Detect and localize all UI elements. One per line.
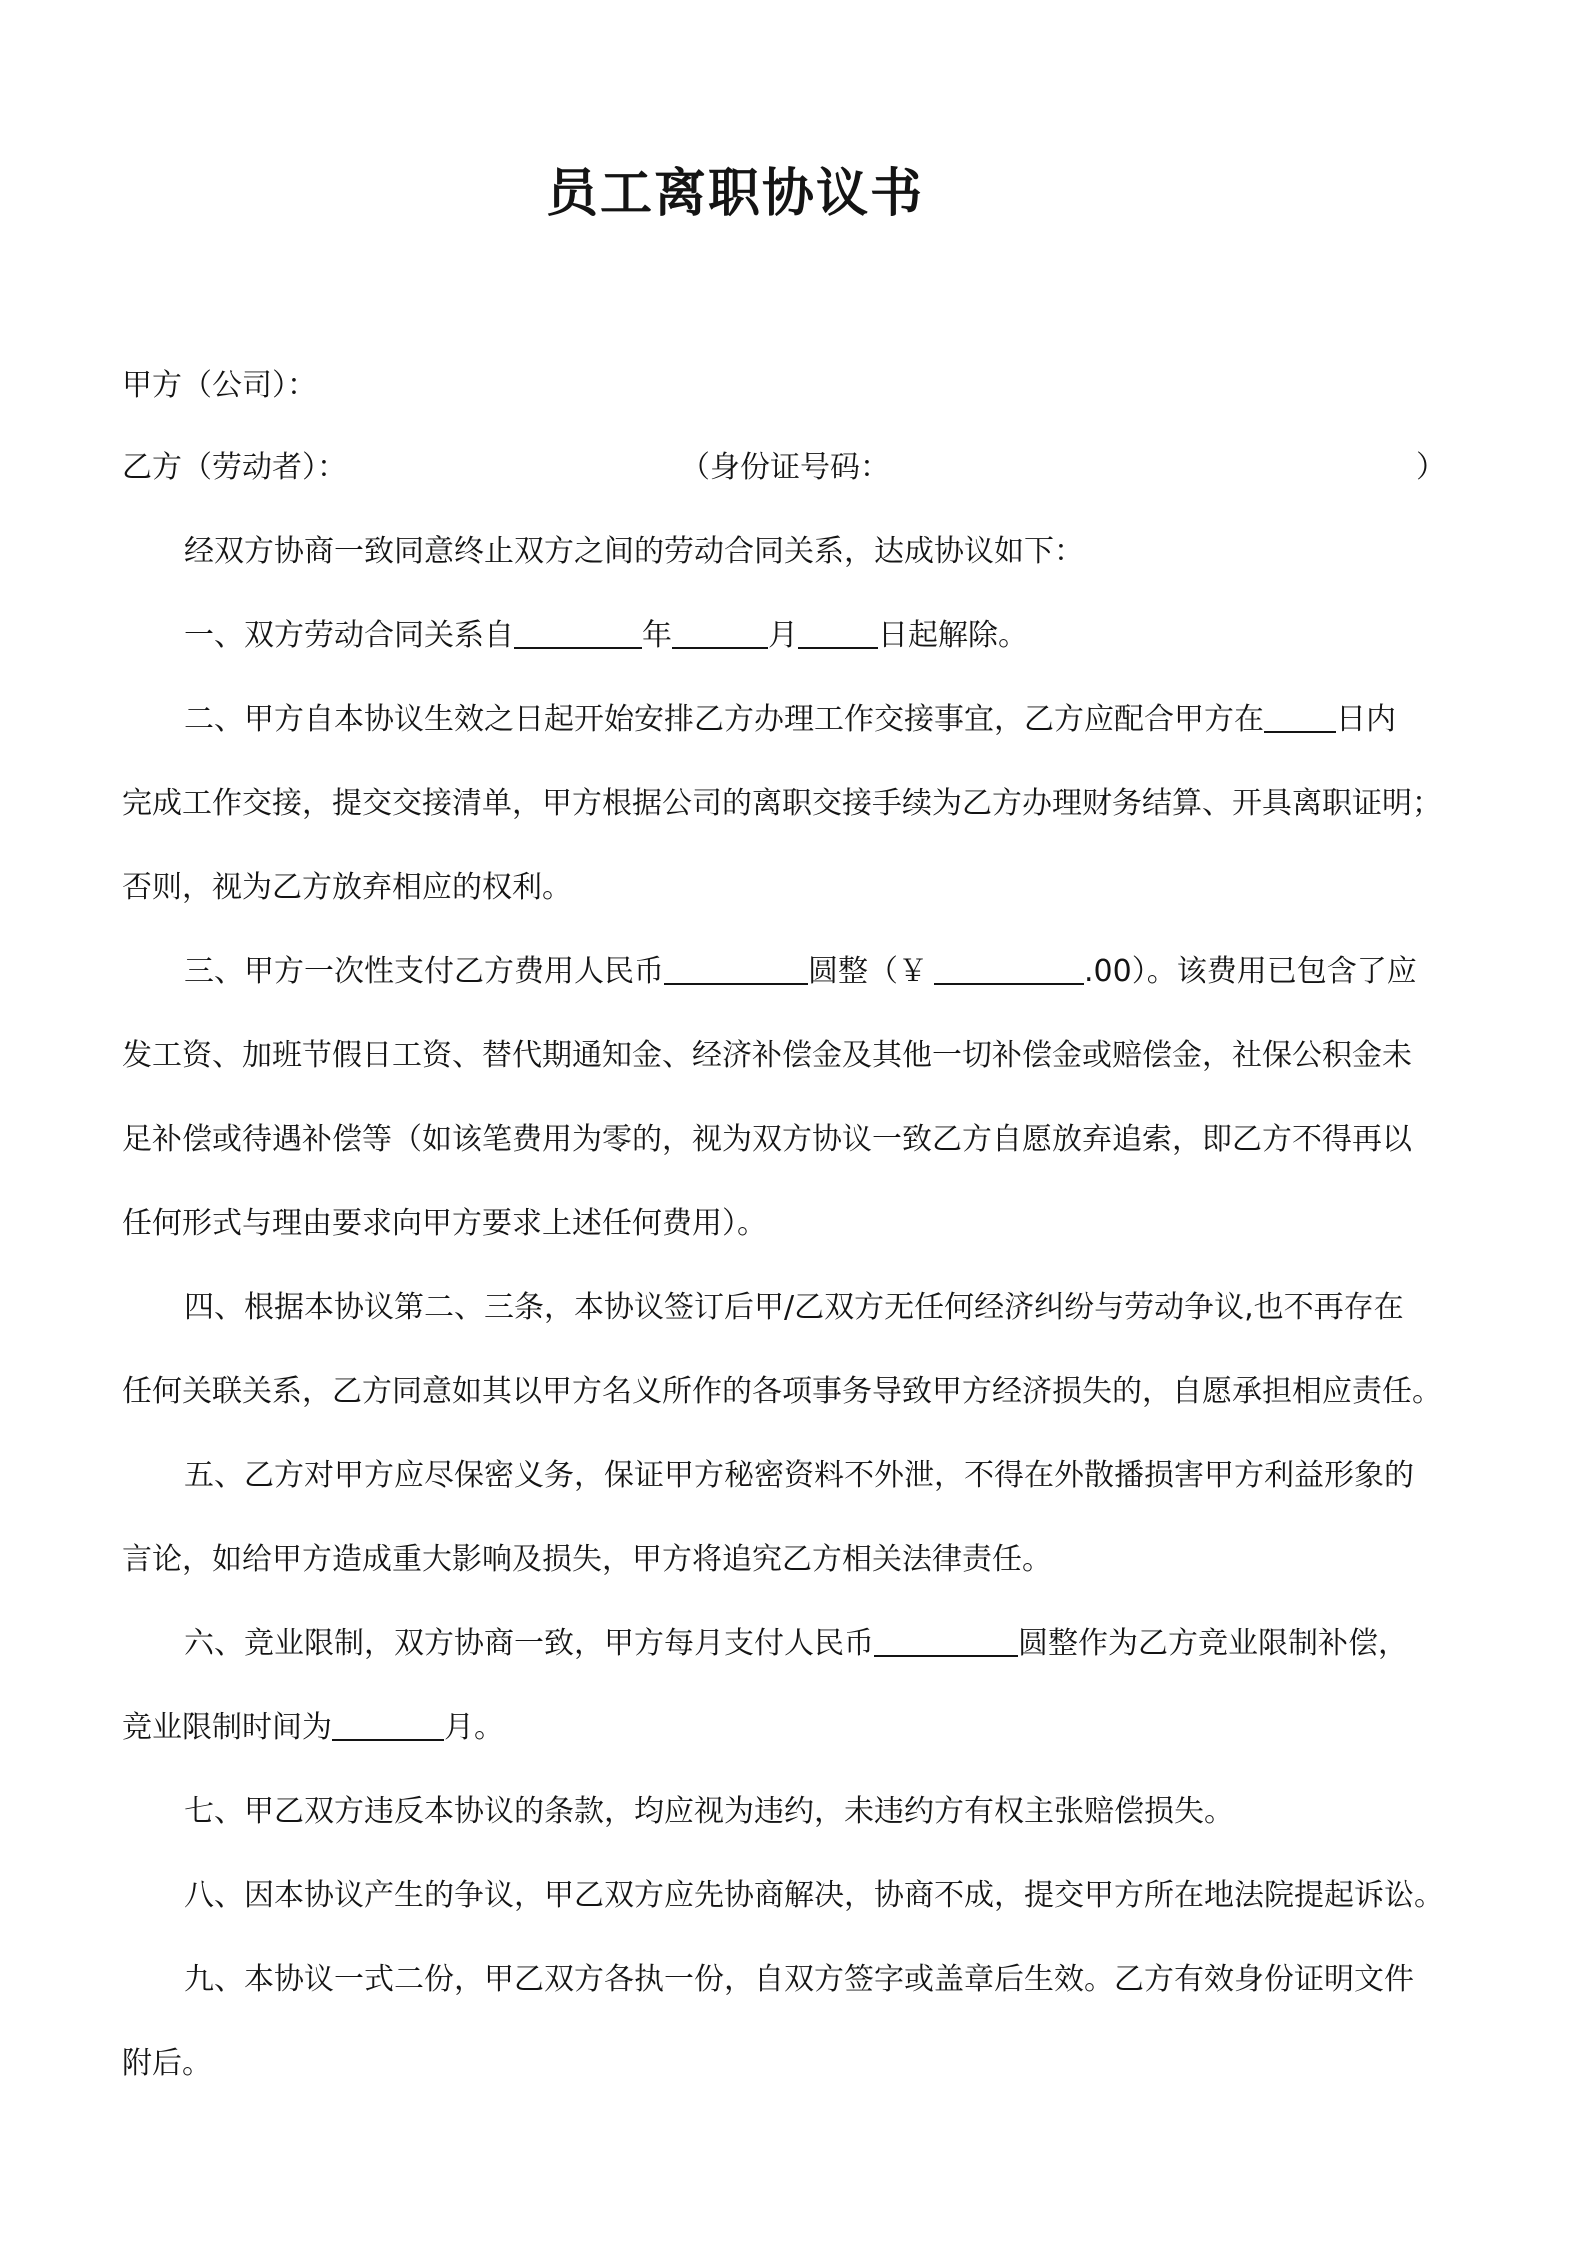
month-label: 月 (768, 618, 798, 653)
clause-1-text: 一、双方劳动合同关系自 (184, 618, 514, 653)
intro-paragraph: 经双方协商一致同意终止双方之间的劳动合同关系，达成协议如下： (184, 534, 1084, 569)
clause-5-line-2: 言论，如给甲方造成重大影响及损失，甲方将追究乙方相关法律责任。 (122, 1542, 1052, 1577)
clause-8: 八、因本协议产生的争议，甲乙双方应先协商解决，协商不成，提交甲方所在地法院提起诉讼。 (184, 1878, 1444, 1913)
clause-3-line-4: 任何形式与理由要求向甲方要求上述任何费用）。 (122, 1206, 767, 1241)
termination-day-blank[interactable] (798, 617, 878, 649)
clause-5-line-1: 五、乙方对甲方应尽保密义务，保证甲方秘密资料不外泄，不得在外散播损害甲方利益形象的 (184, 1458, 1414, 1493)
clause-3-text: 三、甲方一次性支付乙方费用人民币 (184, 954, 664, 989)
party-a-label: 甲方（公司）： (122, 368, 317, 403)
clause-4-line-2: 任何关联关系，乙方同意如其以甲方名义所作的各项事务导致甲方经济损失的，自愿承担相应责任。 (122, 1374, 1442, 1409)
noncompete-suffix: 圆整作为乙方竞业限制补偿， (1018, 1626, 1408, 1661)
party-a-line (122, 366, 1482, 406)
clause-9-line-1: 九、本协议一式二份，甲乙双方各执一份，自双方签字或盖章后生效。乙方有效身份证明文件 (184, 1962, 1414, 1997)
noncompete-amount-blank[interactable] (874, 1625, 1018, 1657)
document-title: 员工离职协议书 (545, 164, 924, 224)
clause-3-line-3: 足补偿或待遇补偿等（如该笔费用为零的，视为双方协议一致乙方自愿放弃追索，即乙方不得再以 (122, 1122, 1412, 1157)
id-number-close: ） (1416, 450, 1446, 485)
termination-year-blank[interactable] (514, 617, 642, 649)
noncompete-months-blank[interactable] (332, 1709, 444, 1741)
clause-2-line-3: 否则，视为乙方放弃相应的权利。 (122, 870, 572, 905)
clause-1 (184, 616, 1482, 656)
clause-2-line-2: 完成工作交接，提交交接清单，甲方根据公司的离职交接手续为乙方办理财务结算、开具离职证明； (122, 786, 1442, 821)
clause-3-line-1 (184, 952, 1482, 992)
clause-2-line-1 (184, 700, 1482, 740)
day-label: 日起解除。 (878, 618, 1028, 653)
noncompete-period-label: 竞业限制时间为 (122, 1710, 332, 1745)
party-b-label: 乙方（劳动者）： (122, 450, 347, 485)
payment-yuan-label: 圆整（￥ (808, 954, 928, 989)
payment-amount-number-blank[interactable] (934, 953, 1084, 985)
clause-3-line-2: 发工资、加班节假日工资、替代期通知金、经济补偿金及其他一切补偿金或赔偿金，社保公积金未 (122, 1038, 1412, 1073)
payment-amount-words-blank[interactable] (664, 953, 808, 985)
year-label: 年 (642, 618, 672, 653)
handover-days-blank[interactable] (1264, 701, 1336, 733)
clause-4-line-1: 四、根据本协议第二、三条，本协议签订后甲/乙双方无任何经济纠纷与劳动争议,也不再存在 (184, 1290, 1404, 1325)
clause-2-text: 二、甲方自本协议生效之日起开始安排乙方办理工作交接事宜，乙方应配合甲方在 (184, 702, 1264, 737)
id-number-label: （身份证号码： (680, 450, 890, 485)
clause-9-line-2: 附后。 (122, 2046, 212, 2081)
termination-month-blank[interactable] (672, 617, 768, 649)
clause-6-line-1 (184, 1624, 1482, 1664)
days-label: 日内 (1336, 702, 1396, 737)
payment-suffix: .00）。该费用已包含了应 (1084, 954, 1417, 989)
clause-6-line-2 (122, 1708, 1482, 1748)
clause-7: 七、甲乙双方违反本协议的条款，均应视为违约，未违约方有权主张赔偿损失。 (184, 1794, 1234, 1829)
months-label: 月。 (444, 1710, 504, 1745)
clause-6-text: 六、竞业限制，双方协商一致，甲方每月支付人民币 (184, 1626, 874, 1661)
